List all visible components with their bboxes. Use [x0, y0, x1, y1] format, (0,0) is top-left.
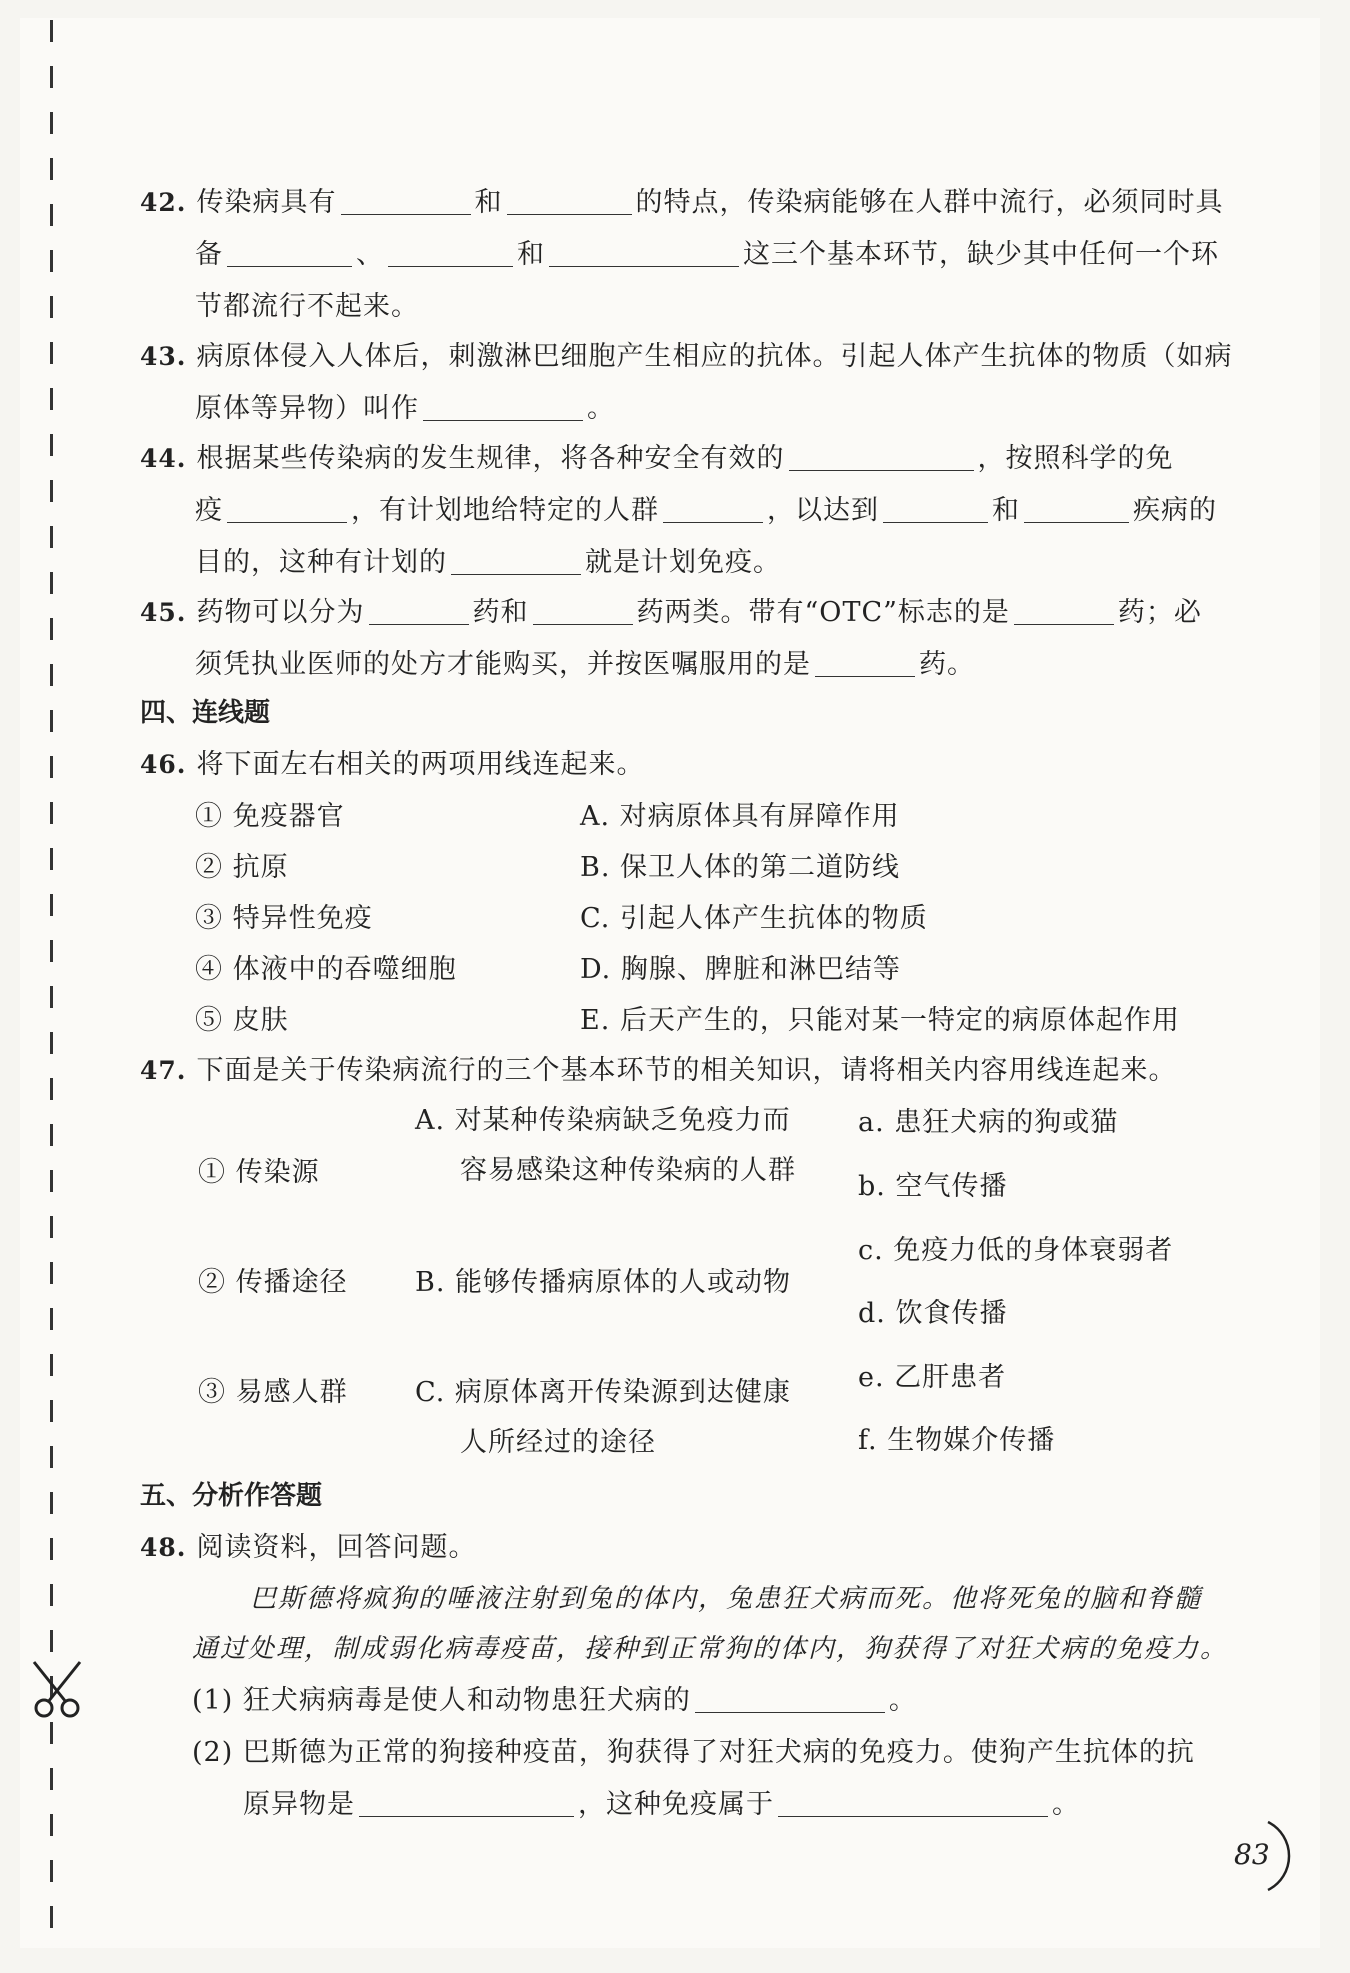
q46-left-item[interactable]: ① 免疫器官 — [195, 801, 345, 832]
q46-left-item[interactable]: ③ 特异性免疫 — [195, 903, 373, 934]
answer-blank[interactable] — [369, 600, 469, 625]
answer-blank[interactable] — [507, 190, 632, 215]
reading-passage-line: 巴斯德将疯狗的唾液注射到兔的体内，兔患狂犬病而死。他将死兔的脑和脊髓 — [250, 1584, 1203, 1614]
q44-line3: 目的，这种有计划的 就是计划免疫。 — [195, 547, 781, 578]
reading-passage-line: 通过处理，制成弱化病毒疫苗，接种到正常狗的体内，狗获得了对狂犬病的免疫力。 — [192, 1634, 1229, 1664]
answer-blank[interactable] — [227, 498, 347, 523]
answer-blank[interactable] — [695, 1688, 885, 1713]
answer-blank[interactable] — [423, 396, 583, 421]
q46-stem: 46. 将下面左右相关的两项用线连起来。 — [140, 749, 645, 780]
question-number: 45. — [140, 598, 187, 627]
question-number: 47. — [140, 1056, 187, 1085]
q45-line2: 须凭执业医师的处方才能购买，并按医嘱服用的是 药。 — [195, 649, 975, 680]
q47-right-item[interactable]: c. 免疫力低的身体衰弱者 — [858, 1235, 1174, 1266]
q47-mid-item[interactable]: B. 能够传播病原体的人或动物 — [415, 1267, 792, 1298]
question-number: 48. — [140, 1533, 187, 1562]
answer-blank[interactable] — [227, 242, 352, 267]
q46-left-item[interactable]: ② 抗原 — [195, 852, 289, 883]
q42-line1: 42. 传染病具有 和 的特点，传染病能够在人群中流行，必须同时具 — [140, 187, 1224, 218]
q48-sub1: (1) 狂犬病病毒是使人和动物患狂犬病的 。 — [192, 1685, 917, 1716]
q47-right-item[interactable]: e. 乙肝患者 — [858, 1362, 1007, 1393]
question-number: 46. — [140, 750, 187, 779]
q47-mid-item[interactable]: A. 对某种传染病缺乏免疫力而 — [415, 1105, 791, 1136]
q47-stem: 47. 下面是关于传染病流行的三个基本环节的相关知识，请将相关内容用线连起来。 — [140, 1055, 1177, 1086]
q46-right-item[interactable]: D. 胸腺、脾脏和淋巴结等 — [580, 954, 901, 985]
q47-left-item[interactable]: ② 传播途径 — [198, 1267, 348, 1298]
question-number: 44. — [140, 444, 187, 473]
q46-left-item[interactable]: ⑤ 皮肤 — [195, 1005, 289, 1036]
q48-sub2-line2: 原异物是 ，这种免疫属于 。 — [243, 1789, 1080, 1820]
q47-right-item[interactable]: b. 空气传播 — [858, 1171, 1008, 1202]
answer-blank[interactable] — [789, 446, 974, 471]
page-number: 83 — [1234, 1838, 1270, 1871]
answer-blank[interactable] — [883, 498, 988, 523]
answer-blank[interactable] — [341, 190, 471, 215]
q45-line1: 45. 药物可以分为 药和 药两类。带有“OTC”标志的是 药；必 — [140, 597, 1202, 628]
q46-right-item[interactable]: B. 保卫人体的第二道防线 — [580, 852, 901, 883]
q46-right-item[interactable]: E. 后天产生的，只能对某一特定的病原体起作用 — [580, 1005, 1180, 1036]
q47-mid-item[interactable]: C. 病原体离开传染源到达健康 — [415, 1377, 791, 1408]
answer-blank[interactable] — [1014, 600, 1114, 625]
q48-stem: 48. 阅读资料，回答问题。 — [140, 1532, 477, 1563]
answer-blank[interactable] — [778, 1792, 1048, 1817]
question-number: 42. — [140, 188, 187, 217]
q47-left-item[interactable]: ① 传染源 — [198, 1157, 320, 1188]
answer-blank[interactable] — [549, 242, 739, 267]
q42-line3: 节都流行不起来。 — [195, 291, 419, 322]
q46-right-item[interactable]: C. 引起人体产生抗体的物质 — [580, 903, 928, 934]
answer-blank[interactable] — [359, 1792, 574, 1817]
question-number: 43. — [140, 342, 187, 371]
q47-mid-item-cont: 容易感染这种传染病的人群 — [460, 1155, 796, 1186]
section-heading: 五、分析作答题 — [140, 1481, 323, 1511]
answer-blank[interactable] — [533, 600, 633, 625]
q47-right-item[interactable]: a. 患狂犬病的狗或猫 — [858, 1107, 1119, 1138]
q47-right-item[interactable]: d. 饮食传播 — [858, 1298, 1008, 1329]
q42-line2: 备 、 和 这三个基本环节，缺少其中任何一个环 — [195, 239, 1219, 270]
answer-blank[interactable] — [388, 242, 513, 267]
q46-right-item[interactable]: A. 对病原体具有屏障作用 — [580, 801, 900, 832]
q47-left-item[interactable]: ③ 易感人群 — [198, 1377, 348, 1408]
section-heading: 四、连线题 — [140, 698, 271, 728]
answer-blank[interactable] — [815, 652, 915, 677]
answer-blank[interactable] — [663, 498, 763, 523]
q47-mid-item-cont: 人所经过的途径 — [460, 1427, 656, 1458]
q46-left-item[interactable]: ④ 体液中的吞噬细胞 — [195, 954, 457, 985]
q47-right-item[interactable]: f. 生物媒介传播 — [858, 1425, 1056, 1456]
q44-line2: 疫 ，有计划地给特定的人群 ，以达到 和 疾病的 — [195, 495, 1217, 526]
answer-blank[interactable] — [1024, 498, 1129, 523]
q48-sub2-line1: (2) 巴斯德为正常的狗接种疫苗，狗获得了对狂犬病的免疫力。使狗产生抗体的抗 — [192, 1737, 1195, 1768]
answer-blank[interactable] — [451, 550, 581, 575]
q44-line1: 44. 根据某些传染病的发生规律，将各种安全有效的 ，按照科学的免 — [140, 443, 1174, 474]
scissors-icon — [26, 1658, 88, 1718]
q43-line2: 原体等异物）叫作 。 — [195, 393, 615, 424]
q43-line1: 43. 病原体侵入人体后，刺激淋巴细胞产生相应的抗体。引起人体产生抗体的物质（如病 — [140, 341, 1233, 372]
